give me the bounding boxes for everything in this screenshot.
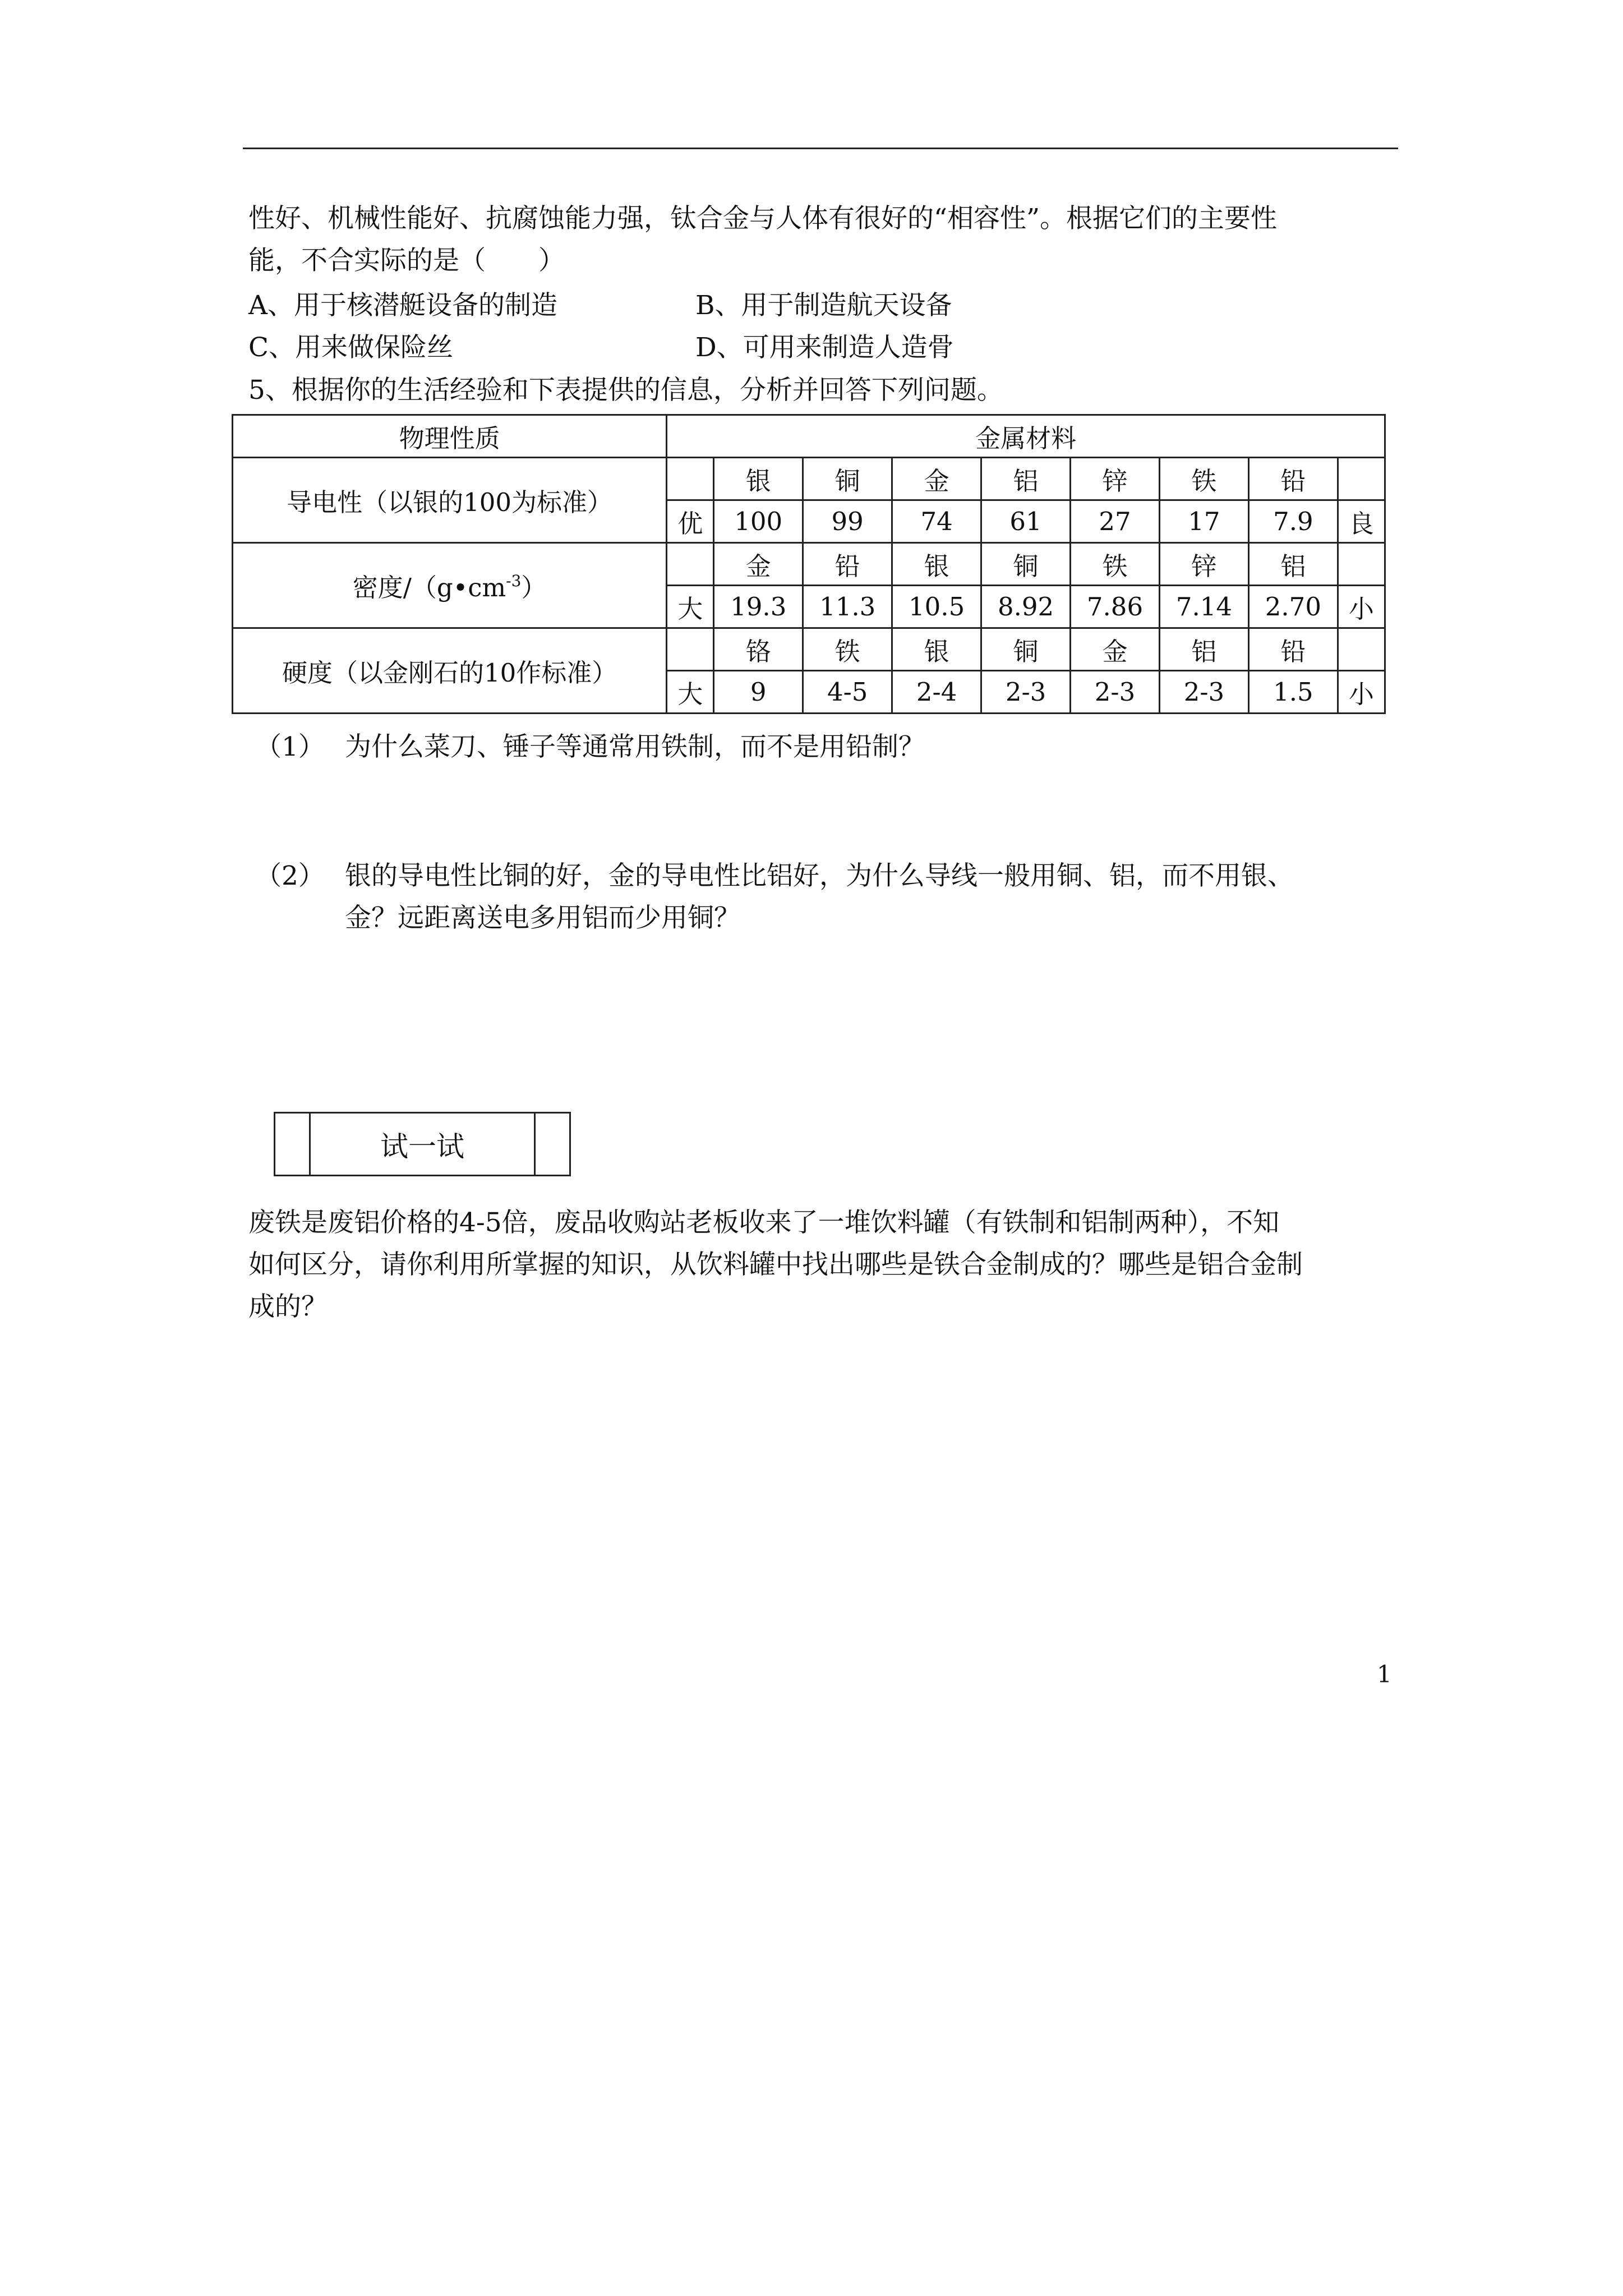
table-cell: 7.14 xyxy=(1159,586,1248,628)
q4-option-b: B、用于制造航天设备 xyxy=(695,290,952,321)
try-section-title-box xyxy=(274,1112,571,1176)
table-cell: 9 xyxy=(714,671,803,714)
density-exponent: -3 xyxy=(506,572,522,590)
table-cell: 铅 xyxy=(1248,628,1338,671)
table-cell: 7.9 xyxy=(1248,500,1338,543)
metal-properties-table xyxy=(232,414,1386,714)
table-cell: 74 xyxy=(892,500,981,543)
table-cell: 11.3 xyxy=(803,586,892,628)
q4-option-a: A、用于核潜艇设备的制造 xyxy=(248,290,557,321)
table-cell: 2-3 xyxy=(1159,671,1248,714)
table-cell: 99 xyxy=(803,500,892,543)
try-text-line1: 废铁是废铝价格的4-5倍，废品收购站老板收来了一堆饮料罐（有铁制和铝制两种），不知 xyxy=(248,1207,1280,1238)
table-cell: 银 xyxy=(892,543,981,586)
try-text-line3: 成的？ xyxy=(248,1291,328,1322)
table-cell: 铝 xyxy=(1159,628,1248,671)
table-cell: 2-4 xyxy=(892,671,981,714)
table-cell: 良 xyxy=(1338,500,1385,543)
table-cell: 铜 xyxy=(803,458,892,500)
table-cell: 优 xyxy=(667,500,714,543)
table-cell: 金 xyxy=(1071,628,1160,671)
table-cell: 2-3 xyxy=(1071,671,1160,714)
density-label-end: ） xyxy=(521,573,547,602)
table-cell: 2-3 xyxy=(981,671,1071,714)
hardness-label: 硬度（以金刚石的10作标准） xyxy=(233,628,667,714)
table-cell: 4-5 xyxy=(803,671,892,714)
table-cell: 2.70 xyxy=(1248,586,1338,628)
conductivity-label: 导电性（以银的100为标准） xyxy=(233,458,667,543)
q4-text-line2: 能，不合实际的是（ ） xyxy=(248,245,565,276)
table-row xyxy=(233,543,1385,586)
table-cell: 铁 xyxy=(1071,543,1160,586)
table-cell: 8.92 xyxy=(981,586,1071,628)
sub-question-1-number: （1） xyxy=(255,731,325,762)
table-cell: 铅 xyxy=(1248,458,1338,500)
table-cell: 金 xyxy=(714,543,803,586)
table-cell xyxy=(667,458,714,500)
table-cell: 锌 xyxy=(1071,458,1160,500)
table-cell: 银 xyxy=(714,458,803,500)
table-cell: 铅 xyxy=(803,543,892,586)
try-section-title: 试一试 xyxy=(380,1130,464,1163)
sub-question-1-text: 为什么菜刀、锤子等通常用铁制，而不是用铅制？ xyxy=(345,731,925,762)
table-cell xyxy=(1338,543,1385,586)
table-cell: 10.5 xyxy=(892,586,981,628)
table-cell: 7.86 xyxy=(1071,586,1160,628)
table-cell: 27 xyxy=(1071,500,1160,543)
table-cell: 铜 xyxy=(981,628,1071,671)
table-cell xyxy=(1338,458,1385,500)
q4-option-c: C、用来做保险丝 xyxy=(248,332,453,363)
table-cell: 铜 xyxy=(981,543,1071,586)
table-cell xyxy=(667,628,714,671)
table-cell: 铬 xyxy=(714,628,803,671)
q5-intro: 5、根据你的生活经验和下表提供的信息，分析并回答下列问题。 xyxy=(248,375,1003,406)
table-cell: 19.3 xyxy=(714,586,803,628)
table-cell: 铁 xyxy=(803,628,892,671)
table-cell: 小 xyxy=(1338,586,1385,628)
page-number: 1 xyxy=(1377,1660,1392,1688)
table-cell: 铝 xyxy=(981,458,1071,500)
density-label xyxy=(233,543,667,628)
q4-option-d: D、可用来制造人造骨 xyxy=(695,332,954,363)
table-cell: 金 xyxy=(892,458,981,500)
table-cell: 银 xyxy=(892,628,981,671)
table-cell: 1.5 xyxy=(1248,671,1338,714)
table-cell: 铁 xyxy=(1159,458,1248,500)
header-rule xyxy=(243,148,1398,149)
sub-question-2-number: （2） xyxy=(255,861,325,891)
table-cell: 小 xyxy=(1338,671,1385,714)
table-header-row xyxy=(233,415,1385,458)
table-cell: 大 xyxy=(667,671,714,714)
title-box-divider-right xyxy=(534,1114,536,1175)
table-cell xyxy=(667,543,714,586)
table-cell: 大 xyxy=(667,586,714,628)
table-row xyxy=(233,628,1385,671)
table-cell: 61 xyxy=(981,500,1071,543)
sub-question-2-line2: 金？远距离送电多用铝而少用铜？ xyxy=(345,903,740,933)
table-cell: 锌 xyxy=(1159,543,1248,586)
table-cell: 100 xyxy=(714,500,803,543)
density-label-text: 密度/（g•cm xyxy=(352,573,506,602)
header-property: 物理性质 xyxy=(233,415,667,458)
sub-question-2-line1: 银的导电性比铜的好，金的导电性比铝好，为什么导线一般用铜、铝，而不用银、 xyxy=(345,861,1294,891)
table-cell: 铝 xyxy=(1248,543,1338,586)
header-material: 金属材料 xyxy=(667,415,1385,458)
table-cell xyxy=(1338,628,1385,671)
table-cell: 17 xyxy=(1159,500,1248,543)
q4-text-line1: 性好、机械性能好、抗腐蚀能力强，钛合金与人体有很好的“相容性”。根据它们的主要性 xyxy=(248,203,1278,234)
table-row xyxy=(233,458,1385,500)
try-text-line2: 如何区分，请你利用所掌握的知识，从饮料罐中找出哪些是铁合金制成的？哪些是铝合金制 xyxy=(248,1249,1303,1280)
